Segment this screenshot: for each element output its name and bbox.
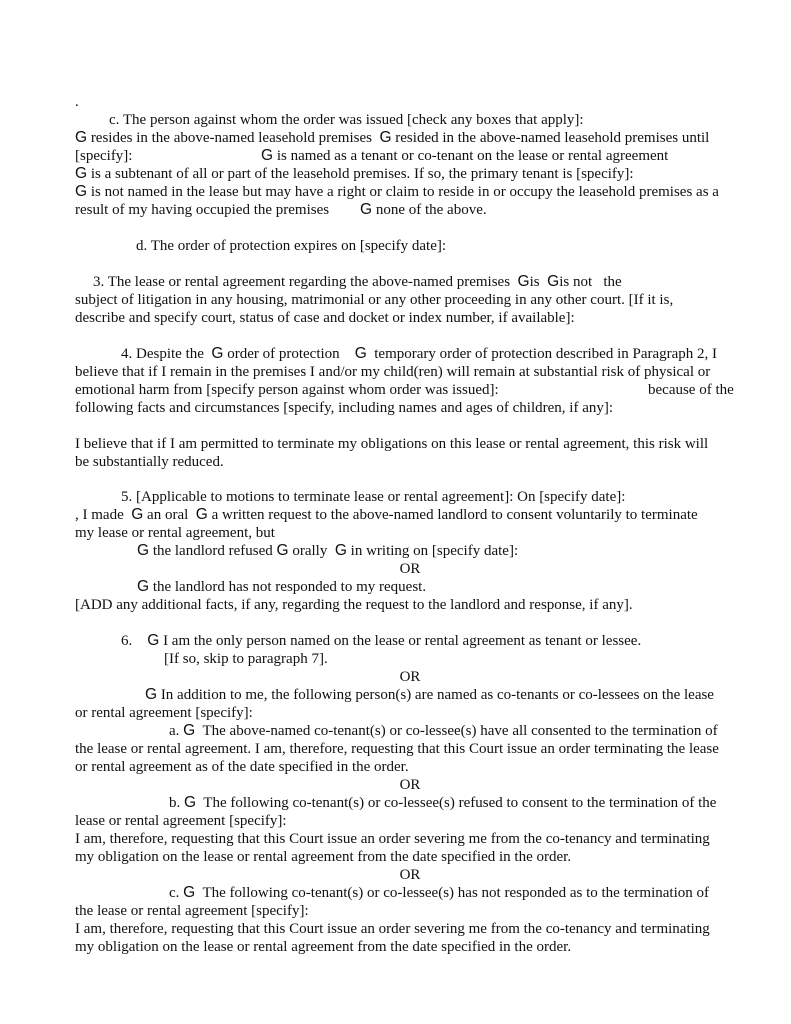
para-3-the: the: [603, 274, 622, 290]
para-6a-label: a.: [169, 723, 180, 739]
option-refused-consent-label: The following co-tenant(s) or co-lessee(s) refused to consent to the termination of the: [203, 795, 717, 811]
para-6-addition-line-2: or rental agreement [specify]:: [75, 705, 253, 721]
section-c-line-3: [75, 165, 634, 183]
section-c-line-2b: [261, 147, 668, 165]
checkbox-not-responded[interactable]: G: [137, 578, 150, 595]
para-6-number: 6.: [121, 633, 133, 649]
para-3-line-2: subject of litigation in any housing, matrimonial or any other proceeding in any other court. [If it is,: [75, 292, 674, 308]
para-5-line-4: [137, 542, 518, 560]
section-c-line-5: result of my having occupied the premises: [75, 202, 330, 218]
option-resided-label: resided in the above-named leasehold premises until: [395, 130, 710, 146]
para-5-line-6: [137, 578, 426, 596]
para-6c-line-2: the lease or rental agreement [specify]:: [75, 903, 309, 919]
section-c-specify-until: [specify]:: [75, 148, 133, 164]
para-6c-line-1: [169, 884, 709, 902]
para-6c-line-3: I am, therefore, requesting that this Court issue an order severing me from the co-tenancy and terminating: [75, 921, 710, 937]
option-co-tenants-label: In addition to me, the following person(s) are named as co-tenants or co-lessees on the lease: [160, 687, 714, 703]
section-c-line-4: [75, 183, 719, 201]
checkbox-in-writing[interactable]: G: [334, 542, 347, 559]
para-6-line-1: [121, 632, 641, 650]
option-order-of-protection-label: order of protection: [227, 346, 340, 362]
option-subtenant-label: is a subtenant of all or part of the leasehold premises. If so, the primary tenant is [specify]:: [90, 166, 634, 182]
para-3-lead: 3. The lease or rental agreement regarding the above-named premises: [93, 274, 511, 290]
checkbox-temporary-order[interactable]: G: [354, 345, 367, 362]
para-4-line-2: believe that if I remain in the premises I and/or my child(ren) will remain at substantial risk of physical or: [75, 364, 711, 380]
para-5-lead: 5. [Applicable to motions to terminate lease or rental agreement]: On [specify date]:: [121, 489, 626, 505]
section-c-line-1: [75, 129, 709, 147]
option-not-named-label: is not named in the lease but may have a right or claim to reside in or occupy the leasehold premises as a: [90, 184, 719, 200]
para-4-line-1: [121, 345, 717, 363]
section-c-heading: c. The person against whom the order was issued [check any boxes that apply]:: [109, 112, 584, 128]
para-5-line-3: my lease or rental agreement, but: [75, 525, 275, 541]
checkbox-oral[interactable]: G: [131, 506, 144, 523]
para-6-or-3: OR: [399, 867, 421, 883]
para-4-line-4: following facts and circumstances [specify, including names and ages of children, if any]:: [75, 400, 614, 416]
checkbox-orally[interactable]: G: [276, 542, 289, 559]
checkbox-is[interactable]: G: [517, 273, 530, 290]
para-5-made: , I made: [75, 507, 124, 523]
para-4-line-3a: emotional harm from [specify person against whom order was issued]:: [75, 382, 499, 398]
para-6b-line-1: [169, 794, 716, 812]
checkbox-refused-consent[interactable]: G: [184, 794, 197, 811]
para-5-line-2: [75, 506, 698, 524]
section-d-expiry: d. The order of protection expires on [specify date]:: [136, 238, 447, 254]
checkbox-only-person[interactable]: G: [147, 632, 160, 649]
para-3-line-1: [93, 273, 622, 291]
option-orally-label: orally: [292, 543, 328, 559]
para-6-skip: [If so, skip to paragraph 7].: [164, 651, 328, 667]
option-not-responded-cotenant-label: The following co-tenant(s) or co-lessee(s) has not responded as to the termination of: [202, 885, 709, 901]
checkbox-resided[interactable]: G: [379, 129, 392, 146]
option-all-consented-label: The above-named co-tenant(s) or co-lessee(s) have all consented to the termination of: [202, 723, 718, 739]
checkbox-landlord-refused[interactable]: G: [137, 542, 150, 559]
checkbox-subtenant[interactable]: G: [75, 165, 88, 182]
para-6b-line-4: my obligation on the lease or rental agreement from the date specified in the order.: [75, 849, 572, 865]
option-none-label: none of the above.: [375, 202, 487, 218]
para-6b-label: b.: [169, 795, 181, 811]
checkbox-co-tenants[interactable]: G: [145, 686, 158, 703]
checkbox-none[interactable]: G: [360, 201, 373, 218]
belief-line-2: be substantially reduced.: [75, 454, 224, 470]
option-oral-label: an oral: [147, 507, 189, 523]
option-is-label: is: [529, 274, 540, 290]
option-named-tenant-label: is named as a tenant or co-tenant on the lease or rental agreement: [276, 148, 669, 164]
option-is-not-label: is not: [559, 274, 593, 290]
para-5-add: [ADD any additional facts, if any, regarding the request to the landlord and response, if any].: [75, 597, 633, 613]
option-only-person-label: I am the only person named on the lease or rental agreement as tenant or lessee.: [163, 633, 642, 649]
checkbox-all-consented[interactable]: G: [183, 722, 196, 739]
option-written-label: a written request to the above-named landlord to consent voluntarily to terminate: [211, 507, 698, 523]
para-4-lead: 4. Despite the: [121, 346, 204, 362]
para-4-line-3b: because of the: [648, 382, 734, 398]
para-6b-line-2: lease or rental agreement [specify]:: [75, 813, 287, 829]
checkbox-order-of-protection[interactable]: G: [211, 345, 224, 362]
checkbox-not-named[interactable]: G: [75, 183, 88, 200]
para-6c-label: c.: [169, 885, 180, 901]
para-5-or: OR: [399, 561, 421, 577]
para-6b-line-3: I am, therefore, requesting that this Court issue an order severing me from the co-tenancy and terminating: [75, 831, 710, 847]
option-landlord-refused-label: the landlord refused: [152, 543, 273, 559]
checkbox-resides[interactable]: G: [75, 129, 88, 146]
belief-line-1: I believe that if I am permitted to terminate my obligations on this lease or rental agreement, this risk will: [75, 436, 709, 452]
para-6a-line-1: [169, 722, 718, 740]
para-6-or-1: OR: [399, 669, 421, 685]
para-6a-line-3: or rental agreement as of the date specified in the order.: [75, 759, 409, 775]
para-6-or-2: OR: [399, 777, 421, 793]
stray-mark: .: [75, 94, 79, 110]
option-not-responded-label: the landlord has not responded to my request.: [152, 579, 427, 595]
section-c-line-5b: [360, 201, 487, 219]
checkbox-written[interactable]: G: [195, 506, 208, 523]
para-6-addition-line-1: [145, 686, 714, 704]
option-in-writing-label: in writing on [specify date]:: [350, 543, 519, 559]
para-6a-line-2: the lease or rental agreement. I am, therefore, requesting that this Court issue an order terminating the lease: [75, 741, 719, 757]
option-resides-label: resides in the above-named leasehold premises: [90, 130, 372, 146]
checkbox-named-tenant[interactable]: G: [261, 147, 274, 164]
option-temporary-order-label: temporary order of protection described in Paragraph 2, I: [374, 346, 718, 362]
checkbox-is-not[interactable]: G: [547, 273, 560, 290]
checkbox-not-responded-cotenant[interactable]: G: [183, 884, 196, 901]
para-3-line-3: describe and specify court, status of case and docket or index number, if available]:: [75, 310, 575, 326]
para-6c-line-4: my obligation on the lease or rental agreement from the date specified in the order.: [75, 939, 572, 955]
